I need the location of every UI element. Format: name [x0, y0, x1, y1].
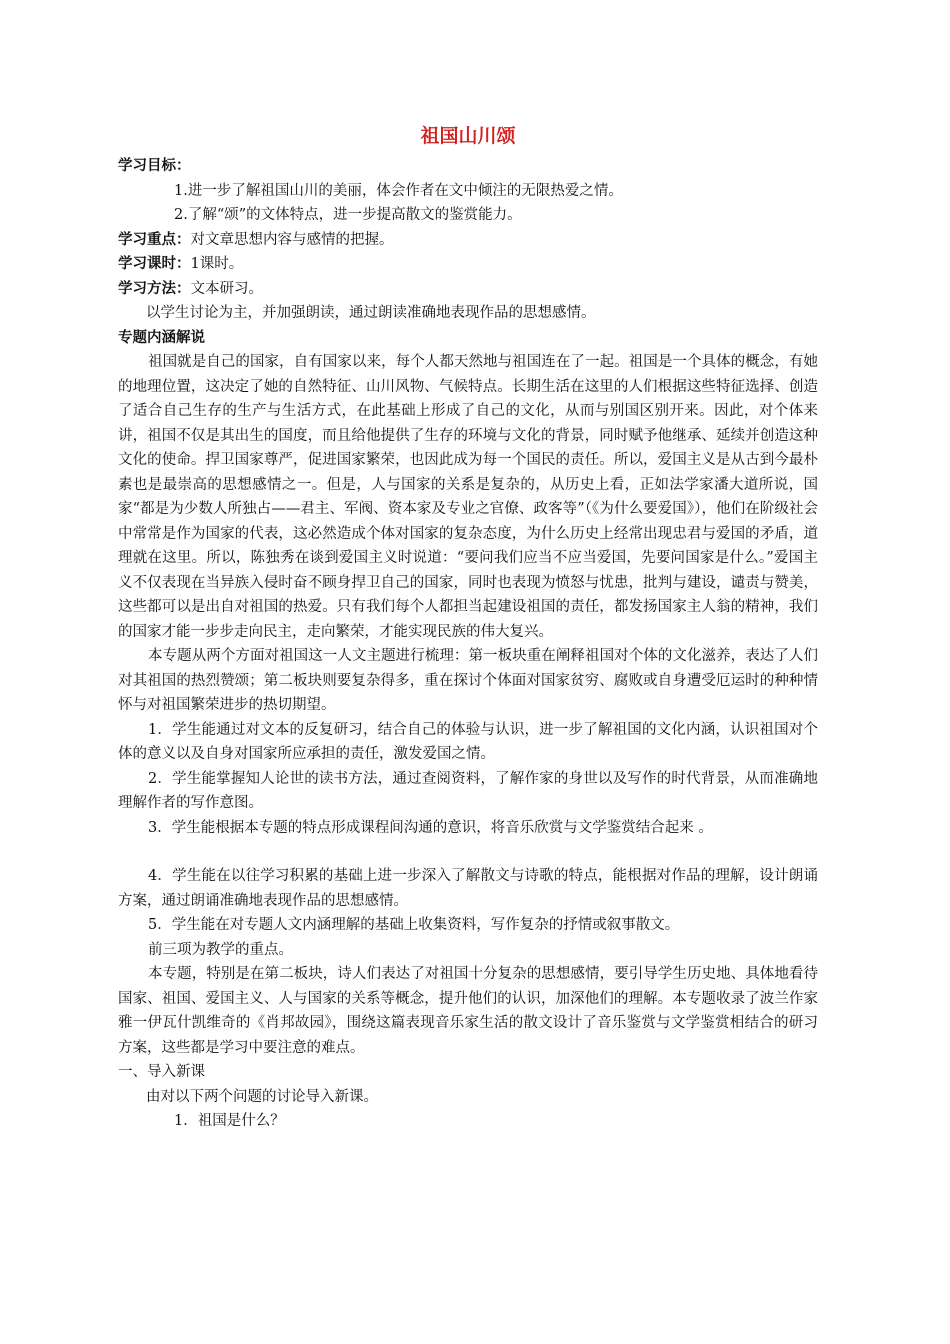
hours-row [118, 252, 818, 277]
page-title: 祖国山川颂 [420, 125, 516, 147]
focus-text: 对文章思想内容与感情的把握。 [190, 231, 394, 248]
focus-row [118, 228, 818, 253]
topic-item-4: 4．学生能在以往学习积累的基础上进一步深入了解散文与诗歌的特点，能根据对作品的理解，设计朗诵方案，通过朗诵准确地表现作品的思想感情。 [118, 868, 818, 909]
topic-item-3: 3．学生能根据本专题的特点形成课程间沟通的意识，将音乐欣赏与文学鉴赏结合起来 。 [148, 819, 713, 836]
question-1: 1．祖国是什么？ [174, 1113, 285, 1129]
method-row [118, 277, 818, 302]
method-text: 文本研习。 [190, 280, 263, 297]
topic-item-5: 5．学生能在对专题人文内涵理解的基础上收集资料，写作复杂的抒情或叙事散文。 [148, 917, 680, 933]
section-1-heading: 一、导入新课 [118, 1064, 205, 1080]
topic-paragraph-1: 祖国就是自己的国家，自有国家以来，每个人都天然地与祖国连在了一起。祖国是一个具体的概念，有她的地理位置，这决定了她的自然特征、山川风物、气候特点。长期生活在这里的人们根据这些特征选择、创造了适合自己生存的生产与生活方式，在此基础上形成了自己的文化，从而与别国区别开来。因此，对个体来讲，祖国不仅是其出生的国度，而且给他提供了生存的环境与文化的背景，同时赋予他继承、延续并创造这种文化的使命。捍卫国家尊严，促进国家繁荣，也因此成为每一个国民的责任。所以，爱国主义是从古到今最朴素也是最崇高的思想感情之一。但是，人与国家的关系是复杂的，从历史上看，正如法学家潘大道所说，国家“都是为少数人所独占——君主、军阀、资本家及专业之官僚、政客等”（《为什么要爱国》），他们在阶级社会中常常是作为国家的代表，这必然造成个体对国家的复杂态度，为什么历史上经常出现忠君与爱国的矛盾，道理就在这里。所以，陈独秀在谈到爱国主义时说道：“要问我们应当不应当爱国，先要问国家是什么。”爱国主义不仅表现在当异族入侵时奋不顾身捍卫自己的国家，同时也表现为愤怒与忧患，批判与建设，谴责与赞美，这些都可以是出自对祖国的热爱。只有我们每个人都担当起建设祖国的责任，都发扬国家主人翁的精神，我们的国家才能一步步走向民主，走向繁荣，才能实现民族的伟大复兴。 [118, 354, 818, 640]
key-note: 前三项为教学的重点。 [148, 941, 293, 958]
method-note: 以学生讨论为主，并加强朗读，通过朗读准确地表现作品的思想感情。 [146, 305, 596, 321]
method-label: 学习方法： [118, 280, 191, 297]
topic-item-2: 2．学生能掌握知人论世的读书方法，通过查阅资料，了解作家的身世以及写作的时代背景，从而准确地理解作者的写作意图。 [118, 770, 818, 811]
topic-paragraph-2: 本专题从两个方面对祖国这一人文主题进行梳理：第一板块重在阐释祖国对个体的文化滋养，表达了人们对其祖国的热烈赞颂；第二板块则要复杂得多，重在探讨个体面对国家贫穷、腐败或自身遭受厄运时的种种情怀与对祖国繁荣进步的热切期望。 [118, 648, 818, 713]
hours-label: 学习课时： [118, 256, 191, 272]
goal-item-2: 2.了解“颂”的文体特点，进一步提高散文的鉴赏能力。 [174, 207, 522, 223]
topic-heading: 专题内涵解说 [118, 329, 205, 346]
goal-item-1: 1.进一步了解祖国山川的美丽，体会作者在文中倾注的无限热爱之情。 [174, 182, 623, 199]
hours-text: 1课时。 [190, 256, 244, 272]
topic-item-1: 1．学生能通过对文本的反复研习，结合自己的体验与认识，进一步了解祖国的文化内涵，认识祖国对个体的意义以及自身对国家所应承担的责任，激发爱国之情。 [118, 721, 818, 762]
focus-label: 学习重点： [118, 231, 191, 248]
goals-heading: 学习目标： [118, 158, 191, 174]
topic-paragraph-3: 本专题，特别是在第二板块，诗人们表达了对祖国十分复杂的思想感情，要引导学生历史地、具体地看待国家、祖国、爱国主义、人与国家的关系等概念，提升他们的认识，加深他们的理解。本专题收录了波兰作家雅一伊瓦什凯维奇的《肖邦故园》，围绕这篇表现音乐家生活的散文设计了音乐鉴赏与文学鉴赏相结合的研习方案，这些都是学习中要注意的难点。 [118, 966, 818, 1056]
section-1-intro: 由对以下两个问题的讨论导入新课。 [146, 1088, 378, 1105]
blank-line [118, 840, 818, 864]
document-page [118, 122, 818, 1134]
